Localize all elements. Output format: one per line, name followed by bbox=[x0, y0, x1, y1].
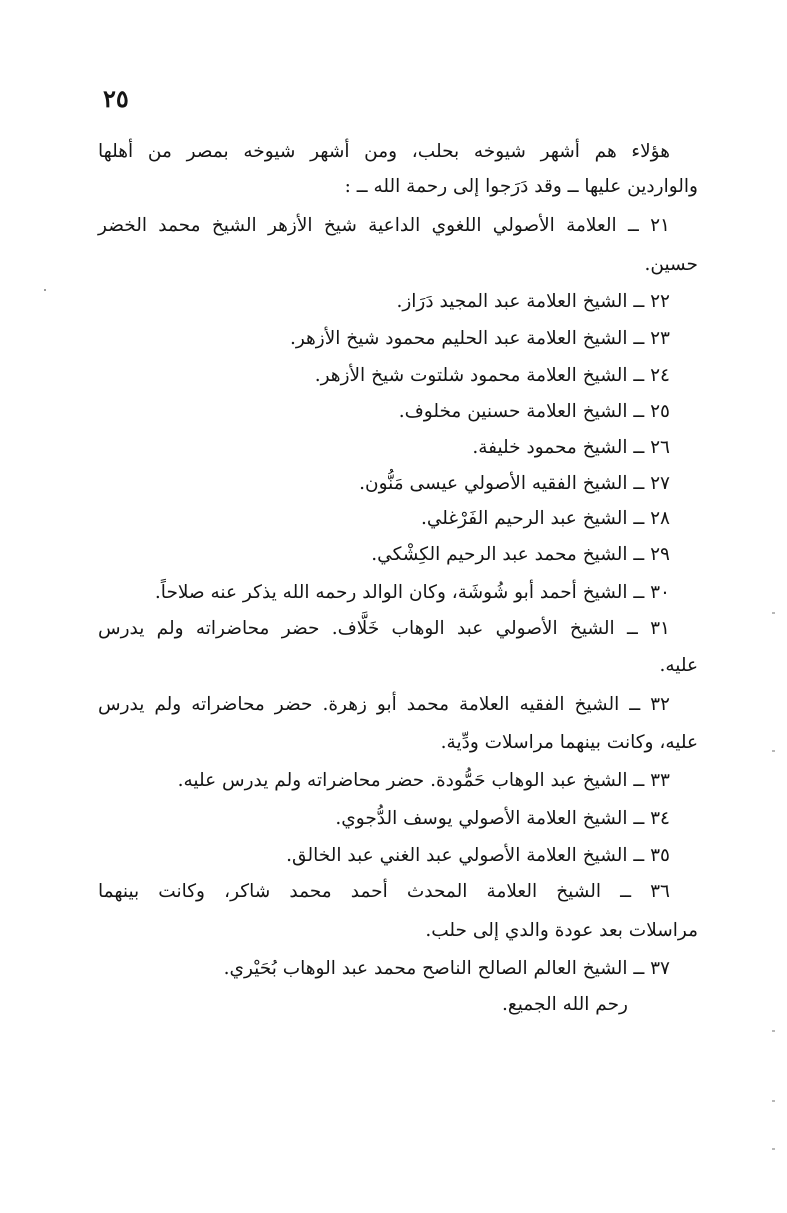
list-item: ٢٤ ــ الشيخ العلامة محمود شلتوت شيخ الأزهر. bbox=[314, 365, 670, 386]
page-number: ٢٥ bbox=[103, 84, 129, 113]
scan-speck bbox=[772, 750, 775, 752]
text-line: عليه. bbox=[659, 655, 698, 676]
list-item: ٢٨ ــ الشيخ عبد الرحيم الفَرْغلي. bbox=[420, 508, 670, 529]
text-line: ٣٢ ــ الشيخ الفقيه العلامة محمد أبو زهرة. حضر محاضراته ولم يدرس bbox=[98, 694, 670, 715]
list-item: ٢٥ ــ الشيخ العلامة حسنين مخلوف. bbox=[398, 401, 670, 422]
text-line: ٢١ ــ العلامة الأصولي اللغوي الداعية شيخ الأزهر الشيخ محمد الخضر bbox=[98, 215, 670, 236]
list-item: ٣٧ ــ الشيخ العالم الصالح الناصح محمد عبد الوهاب بُحَيْري. bbox=[223, 958, 670, 979]
text-line: حسين. bbox=[644, 254, 698, 275]
text-line: ٣٦ ــ الشيخ العلامة المحدث أحمد محمد شاكر، وكانت بينهما bbox=[98, 881, 670, 902]
list-item: ٢٦ ــ الشيخ محمود خليفة. bbox=[472, 437, 670, 458]
list-item: ٢٧ ــ الشيخ الفقيه الأصولي عيسى مَنُّون. bbox=[359, 473, 670, 494]
list-item: ٢٩ ــ الشيخ محمد عبد الرحيم الكِشْكي. bbox=[371, 544, 670, 565]
list-item: ٣٠ ــ الشيخ أحمد أبو شُوشَة، وكان الوالد رحمه الله يذكر عنه صلاحاً. bbox=[154, 582, 670, 603]
list-item: ٢٣ ــ الشيخ العلامة عبد الحليم محمود شيخ الأزهر. bbox=[289, 328, 670, 349]
closing-line: رحم الله الجميع. bbox=[502, 994, 628, 1015]
text-line: ٣١ ــ الشيخ الأصولي عبد الوهاب خَلَّاف. حضر محاضراته ولم يدرس bbox=[98, 618, 670, 639]
scan-speck bbox=[772, 1100, 775, 1102]
text-line: والواردين عليها ــ وقد دَرَجوا إلى رحمة الله ــ : bbox=[344, 176, 698, 197]
list-item: ٢٢ ــ الشيخ العلامة عبد المجيد دَرَاز. bbox=[396, 291, 670, 312]
text-line: عليه، وكانت بينهما مراسلات ودِّية. bbox=[440, 732, 698, 753]
list-item: ٣٥ ــ الشيخ العلامة الأصولي عبد الغني عبد الخالق. bbox=[286, 845, 670, 866]
scan-speck bbox=[772, 1148, 775, 1150]
list-item: ٣٤ ــ الشيخ العلامة الأصولي يوسف الدُّجوي. bbox=[335, 808, 670, 829]
scan-speck bbox=[772, 612, 775, 614]
scan-speck bbox=[44, 289, 46, 291]
text-line: هؤلاء هم أشهر شيوخه بحلب، ومن أشهر شيوخه بمصر من أهلها bbox=[98, 141, 670, 162]
text-line: مراسلات بعد عودة والدي إلى حلب. bbox=[425, 920, 698, 941]
scan-speck bbox=[772, 1030, 775, 1032]
list-item: ٣٣ ــ الشيخ عبد الوهاب حَمُّودة. حضر محاضراته ولم يدرس عليه. bbox=[177, 770, 670, 791]
